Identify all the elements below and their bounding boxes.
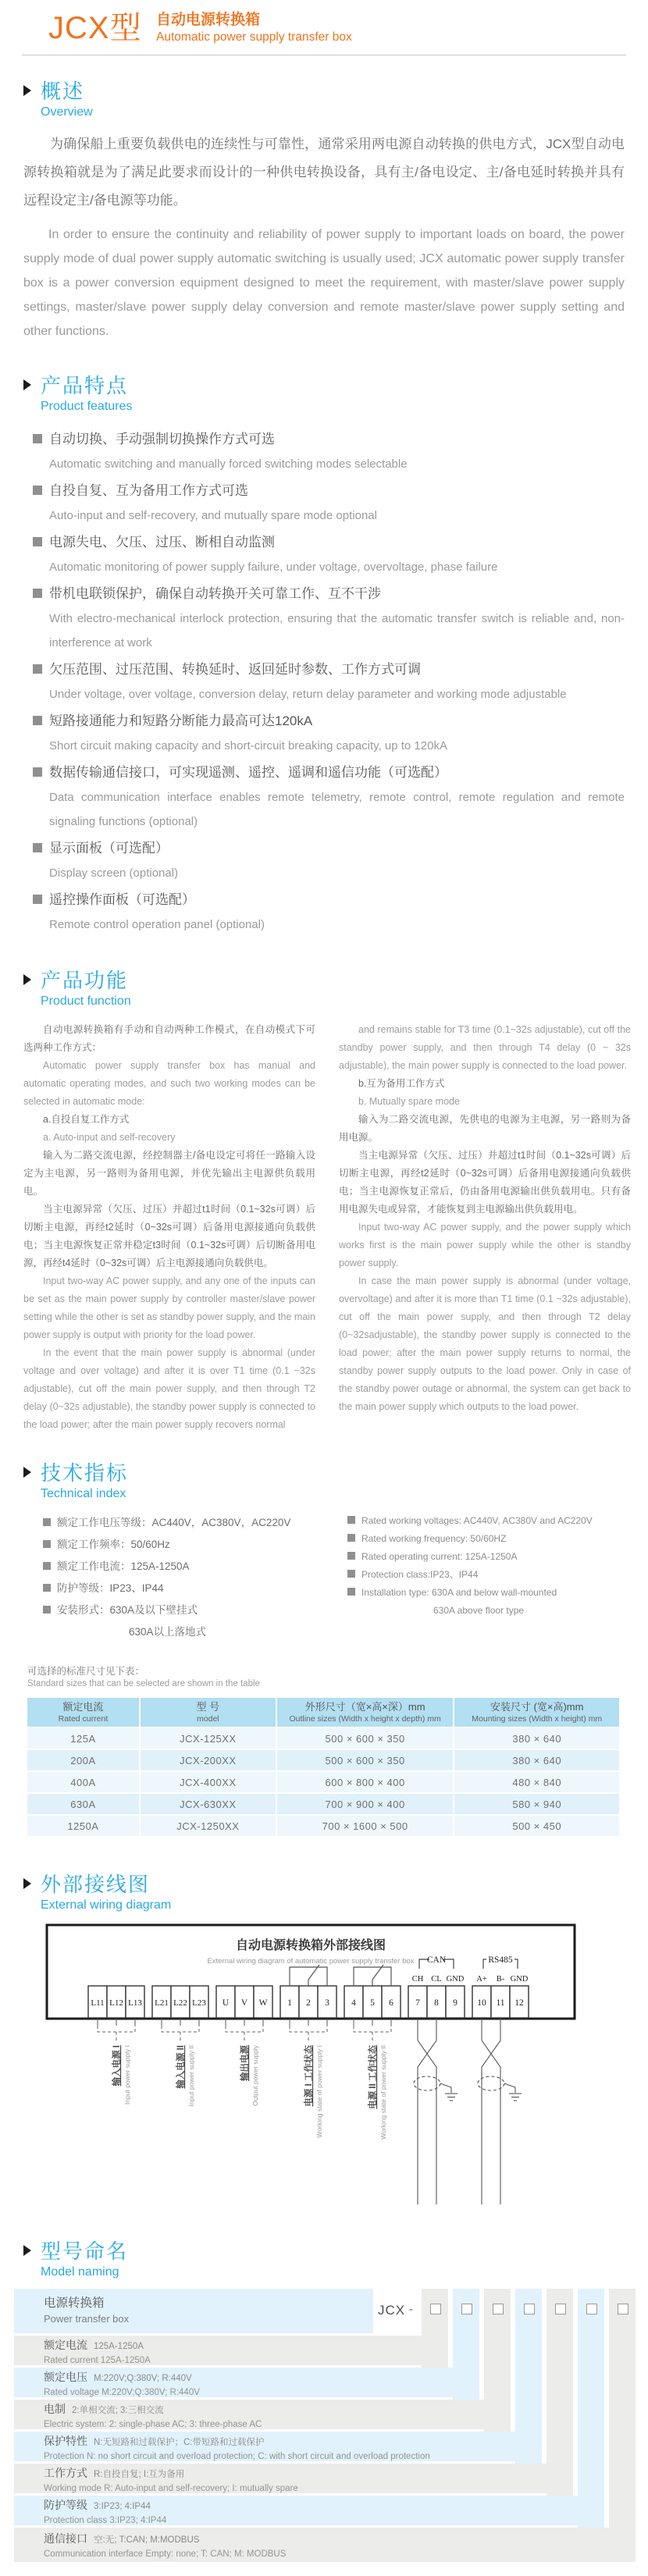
cell-model: JCX-200XX <box>141 1750 276 1770</box>
feature-en: Automatic switching and manually forced switching modes selectable <box>49 457 408 471</box>
feature-en: With electro-mechanical interlock protection, ensuring that the automatic transfer switch is reliable and, non-interference at work <box>49 612 625 649</box>
rs485-twisted-pair <box>478 2019 522 2204</box>
naming-row <box>44 2369 200 2400</box>
cell-outline-size: 500 × 600 × 350 <box>277 1728 454 1749</box>
terminal-label: 10 <box>477 1998 486 2008</box>
bullet-square-icon <box>43 1584 51 1592</box>
group-label-cn: 输入电源 I <box>112 2045 122 2087</box>
cell-rated-current: 200A <box>27 1750 139 1770</box>
bullet-square-icon <box>33 434 42 443</box>
feature-item <box>33 835 625 885</box>
group-label-cn: 电源 I 工作状态 <box>304 2045 314 2107</box>
bullet-square-icon <box>33 486 42 495</box>
code-box <box>586 2304 597 2314</box>
naming-en: Rated voltage M:220V;Q:380V; R:440V <box>44 2388 200 2397</box>
pin-label: A+ <box>476 1975 487 1984</box>
table-row <box>27 1816 619 1836</box>
function-paragraph: 自动电源转换箱有手动和自动两种工作模式，在自动模式下可选两种工作方式： <box>23 1024 315 1053</box>
naming-row <box>44 2531 286 2561</box>
naming-cn-label: 通信接口 <box>44 2532 87 2545</box>
col-header-en: model <box>197 1714 219 1724</box>
feature-item <box>33 887 625 937</box>
naming-en: Rated current 125A-1250A <box>44 2356 151 2365</box>
section-arrow-icon <box>23 1467 31 1478</box>
tech-item: 防护等级：IP23、IP44 <box>57 1582 164 1594</box>
feature-cn: 自动切换、手动强制切换操作方式可选 <box>49 432 275 447</box>
group-label-cn: 输入电源 II <box>176 2045 186 2089</box>
cell-rated-current: 125A <box>27 1728 139 1749</box>
page-header <box>0 0 648 45</box>
tech-item: Installation type: 630A and below wall-mounted <box>361 1587 557 1598</box>
table-row <box>27 1794 619 1814</box>
overview-paragraph-cn: 为确保船上重要负载供电的连续性与可靠性，通常采用两电源自动转换的供电方式，JCX型自动电源转换箱就是为了满足此要求而设计的一种供电转换设备，具有主/备电设定、主/备电延时转换并具有远程设定主/备电源等功能。 <box>23 137 625 208</box>
function-left-column <box>23 1021 315 1434</box>
function-right-column <box>339 1021 631 1434</box>
section-title-en: Product features <box>41 400 133 413</box>
tech-item: 额定工作电压等级：AC440V，AC380V，AC220V <box>57 1517 291 1528</box>
bullet-square-icon <box>347 1588 355 1596</box>
bullet-square-icon <box>347 1516 355 1524</box>
col-header-cn: 型 号 <box>196 1701 220 1713</box>
feature-cn: 带机电联锁保护，确保自动转换开关可靠工作、互不干涉 <box>49 586 381 601</box>
feature-en: Under voltage, over voltage, conversion delay, return delay parameter and working mode adjustable <box>49 688 567 701</box>
cell-mounting-size: 380 × 640 <box>454 1728 619 1749</box>
cell-model: JCX-400XX <box>141 1772 276 1792</box>
function-paragraph: 输入为二路交流电源，经控制器主/备电设定可将任一路输入设定为主电源，另一路则为备用电源，并优先输出主电源供负载用电。 <box>23 1150 315 1197</box>
terminal-label: L12 <box>109 1998 123 2008</box>
terminal-label: W <box>258 1998 268 2008</box>
naming-en: Communication interface Empty: none; T: CAN; M: MODBUS <box>44 2549 287 2559</box>
naming-cn-label: 保护特性 <box>44 2435 87 2447</box>
tech-item: Protection class:IP23、IP44 <box>361 1569 479 1580</box>
naming-cn-label: 额定电压 <box>44 2371 87 2383</box>
cell-mounting-size: 380 × 640 <box>454 1750 619 1770</box>
naming-en: Working mode R: Auto-input and self-recovery; I: mutually spare <box>44 2484 298 2493</box>
cell-model: JCX-125XX <box>141 1728 276 1749</box>
section-title-cn: 产品功能 <box>41 969 129 992</box>
function-paragraph: a.自投自复工作方式 <box>43 1114 130 1125</box>
group-label-en: Output power supply <box>251 2045 259 2106</box>
bullet-square-icon <box>43 1562 51 1570</box>
size-table-header-row <box>27 1698 619 1727</box>
overview-paragraph-en: In order to ensure the continuity and reliability of power supply to important loads on board, the power supply mode of dual power supply automatic switching is usually used; JCX automatic power supply transfer box is a power conversion equipment designed to meet the requirement, with master/slave power supply settings, master/slave power supply delay conversion and remote master/slave power supply setting and other functions. <box>23 228 625 338</box>
section-arrow-icon <box>23 85 31 96</box>
group-labels <box>111 2044 387 2140</box>
bullet-square-icon <box>33 767 42 777</box>
feature-en: Short circuit making capacity and short-circuit breaking capacity, up to 120kA <box>49 739 447 753</box>
cell-outline-size: 600 × 800 × 400 <box>277 1772 454 1792</box>
feature-item <box>33 529 625 579</box>
function-paragraph: Input two-way AC power supply, and the power supply which works first is the main power supply while the other is standby power supply. <box>339 1222 631 1268</box>
naming-cn-value: M:220V;Q:380V; R:440V <box>94 2374 192 2383</box>
terminal-label: 1 <box>287 1998 292 2008</box>
naming-strip <box>578 2289 604 2528</box>
tech-item: 额定工作频率：50/60Hz <box>57 1539 170 1550</box>
cell-mounting-size: 580 × 940 <box>454 1794 619 1814</box>
section-function <box>23 965 648 1009</box>
pin-label: CH <box>411 1975 424 1984</box>
feature-item <box>33 708 625 758</box>
product-title-cn: 自动电源转换箱 <box>156 12 261 28</box>
feature-cn: 遥控操作面板（可选配） <box>49 892 195 907</box>
bullet-square-icon <box>33 716 42 725</box>
code-box <box>493 2304 504 2314</box>
bullet-square-icon <box>33 537 42 546</box>
terminal-label: 8 <box>434 1998 439 2008</box>
cell-outline-size: 500 × 600 × 350 <box>277 1750 454 1770</box>
feature-en: Display screen (optional) <box>49 866 179 880</box>
pin-label: CL <box>431 1975 442 1984</box>
col-header-en: Mounting sizes (Width x height) mm <box>472 1714 603 1724</box>
terminal-label: 4 <box>351 1998 356 2008</box>
feature-item <box>33 656 625 706</box>
feature-item <box>33 426 625 476</box>
model-naming-diagram <box>14 2289 642 2562</box>
group-label-en: Input power supply II <box>187 2045 195 2107</box>
group-label-en: Input power supply I <box>123 2045 131 2105</box>
tech-item: Rated operating current: 125A-1250A <box>361 1551 518 1562</box>
section-title-cn: 技术指标 <box>41 1461 129 1485</box>
naming-row <box>44 2295 129 2325</box>
section-features <box>23 370 648 414</box>
col-header-cn: 外形尺寸（宽×高×深）mm <box>304 1701 425 1713</box>
naming-en: Protection class 3:IP23; 4:IP44 <box>44 2516 167 2525</box>
cell-mounting-size: 480 × 840 <box>454 1772 619 1792</box>
section-wiring <box>23 1869 648 1912</box>
group-label-cn: 输出电源 <box>240 2045 250 2081</box>
section-title-en: External wiring diagram <box>41 1898 172 1912</box>
code-box <box>461 2304 472 2314</box>
naming-cn-value: 空:无; T:CAN; M:MODBUS <box>94 2535 200 2545</box>
naming-cn-label: 防护等级 <box>44 2499 87 2511</box>
terminal-label: 5 <box>370 1998 375 2008</box>
section-title-cn: 产品特点 <box>41 374 129 397</box>
naming-en: Protection N: no short circuit and overload protection; C: with short circuit and overload protection <box>44 2452 430 2461</box>
section-overview <box>23 76 648 119</box>
cell-mounting-size: 500 × 450 <box>454 1816 619 1836</box>
section-arrow-icon <box>23 379 31 390</box>
feature-cn: 显示面板（可选配） <box>49 841 169 856</box>
feature-item <box>33 581 625 655</box>
rs485-bus-label: RS485 <box>488 1955 513 1965</box>
terminal-label: 6 <box>389 1998 393 2008</box>
naming-en: Power transfer box <box>44 2313 130 2325</box>
naming-row <box>44 2337 151 2368</box>
pin-label: B- <box>496 1975 505 1984</box>
diagram-title-en: External wiring diagram of automatic power supply transfer box <box>207 1957 415 1966</box>
feature-cn: 数据传输通信接口，可实现遥测、遥控、遥调和遥信功能（可选配） <box>49 765 447 780</box>
bullet-square-icon <box>33 589 42 598</box>
function-paragraph: b. Mutually spare mode <box>358 1096 460 1107</box>
feature-cn: 短路接通能力和短路分断能力最高可达120kA <box>49 713 313 728</box>
naming-row <box>44 2465 298 2496</box>
feature-list <box>33 426 625 937</box>
pin-label: GND <box>446 1975 465 1984</box>
function-paragraph: a. Auto-input and self-recovery <box>43 1132 176 1143</box>
section-title-cn: 型号命名 <box>41 2240 129 2263</box>
terminal-label: 3 <box>325 1998 329 2008</box>
feature-en: Automatic monitoring of power supply failure, under voltage, overvoltage, phase failure <box>49 560 498 574</box>
pin-label: GND <box>510 1975 529 1984</box>
size-note-en: Standard sizes that can be selected are shown in the table <box>27 1679 260 1688</box>
section-title-cn: 外部接线图 <box>41 1873 151 1896</box>
size-table <box>26 1696 621 1838</box>
terminal-label: 12 <box>514 1998 524 2008</box>
terminal-label: 2 <box>306 1998 311 2008</box>
bullet-square-icon <box>347 1552 355 1560</box>
function-paragraph: and remains stable for T3 time (0.1~32s adjustable), cut off the standby power supply, and then through T4 delay (0 ~ 32s adjustable), the main power supply is connected to the load power. <box>339 1024 631 1071</box>
tech-item-cont: 630A above floor type <box>433 1605 525 1616</box>
naming-cn-value: 2:单相交流; 3:三相交流 <box>72 2406 164 2415</box>
section-title-cn: 概述 <box>41 80 85 103</box>
wiring-diagram <box>45 1923 576 2229</box>
feature-en: Data communication interface enables remote telemetry, remote control, remote regulation and remote signaling functions (optional) <box>49 791 625 828</box>
product-title-en: Automatic power supply transfer box <box>156 30 352 44</box>
can-bus-label: CAN <box>426 1955 447 1965</box>
code-box <box>524 2304 535 2314</box>
section-tech <box>23 1457 648 1501</box>
size-note-cn: 可选择的标准尺寸见下表： <box>27 1666 145 1677</box>
naming-cn-value: N:无短路和过载保护；C:带短路和过载保护 <box>94 2438 265 2447</box>
bullet-square-icon <box>43 1606 51 1614</box>
function-paragraph: In the event that the main power supply is abnormal (under voltage and over voltage) and after it is over T1 time (0.1 ~32s adjustable), cut off the main power supply, and then through T2 delay (0~32s adjustable), the standby power supply is connected to the load power; after the main power supply recovers normal <box>23 1347 315 1430</box>
tech-item: Rated working voltages: AC440V, AC380V and AC220V <box>361 1515 593 1526</box>
tech-item: Rated working frequency: 50/60HZ <box>361 1533 507 1544</box>
section-arrow-icon <box>23 2245 31 2256</box>
feature-item <box>33 760 625 834</box>
function-paragraph: b.互为备用工作方式 <box>358 1078 445 1089</box>
terminal-label: L22 <box>173 1998 187 2008</box>
col-header-en: Outline sizes (Width x height x depth) mm <box>289 1714 441 1724</box>
code-box <box>618 2304 628 2314</box>
section-arrow-icon <box>23 1878 31 1889</box>
naming-en: Electric system: 2: single-phase AC; 3: three-phase AC <box>44 2420 262 2429</box>
diagram-title-cn: 自动电源转换箱外部接线图 <box>235 1939 386 1952</box>
terminal-label: L23 <box>192 1998 206 2008</box>
cell-outline-size: 700 × 1600 × 500 <box>277 1816 454 1836</box>
terminal-label: L13 <box>128 1998 142 2008</box>
terminal-label: 7 <box>415 1998 420 2008</box>
function-columns <box>23 1021 631 1434</box>
terminal-label: U <box>222 1998 230 2008</box>
tech-item: 安装形式：630A及以下壁挂式 <box>57 1604 198 1616</box>
function-paragraph: 输入为二路交流电源，先供电的电源为主电源，另一路则为备用电源。 <box>339 1114 631 1143</box>
bullet-square-icon <box>33 664 42 674</box>
cell-model: JCX-630XX <box>141 1794 276 1814</box>
naming-row <box>44 2433 430 2464</box>
tech-left <box>43 1512 347 1643</box>
cell-model: JCX-1250XX <box>141 1816 276 1836</box>
bullet-square-icon <box>33 843 42 852</box>
naming-cn-value: R:自投自复; I:互为备用 <box>94 2470 185 2479</box>
naming-cn-value: 3:IP23; 4:IP44 <box>94 2502 151 2511</box>
tech-item-cont: 630A以上落地式 <box>129 1626 207 1638</box>
model-dash: - <box>409 2303 413 2316</box>
terminal-label: 9 <box>453 1998 458 2008</box>
bullet-square-icon <box>347 1570 355 1578</box>
terminal-label: L21 <box>155 1998 169 2008</box>
naming-cn-value: 125A-1250A <box>94 2342 144 2351</box>
table-row <box>27 1750 619 1770</box>
feature-cn: 欠压范围、过压范围、转换延时、返回延时参数、工作方式可调 <box>49 662 421 677</box>
section-title-en: Technical index <box>41 1487 126 1500</box>
naming-cn-label: 工作方式 <box>44 2467 87 2479</box>
col-header-cn: 安装尺寸 (宽×高)mm <box>490 1701 584 1713</box>
tech-index-columns <box>43 1512 632 1643</box>
terminal-label: V <box>240 1998 248 2008</box>
group-label-cn: 电源 II 工作状态 <box>369 2045 378 2109</box>
product-title-block <box>156 11 352 45</box>
naming-cn-label: 额定电流 <box>44 2339 87 2351</box>
terminal-label: L11 <box>91 1998 105 2008</box>
feature-en: Remote control operation panel (optional) <box>49 918 265 931</box>
group-label-en: Working state of power supply I <box>315 2045 323 2138</box>
cell-rated-current: 630A <box>27 1794 139 1814</box>
tech-item: 额定工作电流：125A-1250A <box>57 1560 190 1572</box>
cell-rated-current: 1250A <box>27 1816 139 1836</box>
bullet-square-icon <box>43 1518 51 1526</box>
function-paragraph: In case the main power supply is abnormal (under voltage, overvoltage) and after it is more than T1 time (0.1 ~32s adjustable), cut off the main power supply, and then through T2 delay (0~32sadjustable), the standby power supply is connected to the load power; after the main power supply returns to normal, the standby power supply outputs to the load power. Only in case of the standby power outage or abnormal, the system can get back to the main power supply which outputs to the load power. <box>339 1276 631 1412</box>
feature-cn: 电源失电、欠压、过压、断相自动监测 <box>49 535 275 550</box>
cell-outline-size: 700 × 900 × 400 <box>277 1794 454 1814</box>
can-twisted-pair <box>414 2019 458 2204</box>
col-header-cn: 额定电流 <box>62 1701 104 1713</box>
section-title-en: Product function <box>41 994 131 1008</box>
group-brackets <box>98 2026 391 2041</box>
function-paragraph: Input two-way AC power supply, and any one of the inputs can be set as the main power supply by controller master/slave power setting while the other is set as standby power supply, and the main power supply is output with priority for the load power. <box>23 1276 315 1340</box>
section-naming <box>23 2236 648 2279</box>
function-paragraph: Automatic power supply transfer box has manual and automatic operating modes, and such two working modes can be selected in automatic mode: <box>23 1060 315 1107</box>
group-label-en: Working state of power supply II <box>379 2045 387 2140</box>
section-title-en: Overview <box>41 105 93 119</box>
bullet-square-icon <box>43 1540 51 1548</box>
function-paragraph: 当主电源异常（欠压、过压）并超过t1时间（0.1~32s可调）后切断主电源，再经t2延时（0~32s可调）后备用电源接通向负载供电；当主电源恢复正常并稳定t3时间（0.1~32s可调）后切断备用电源，再经t4延时（0~32s可调）后主电源接通向负载供电。 <box>23 1204 315 1268</box>
section-title-en: Model naming <box>41 2265 119 2279</box>
table-row <box>27 1728 619 1749</box>
tech-right <box>347 1512 632 1643</box>
cell-rated-current: 400A <box>27 1772 139 1792</box>
feature-cn: 自投自复、互为备用工作方式可选 <box>49 483 248 498</box>
naming-row <box>44 2497 166 2528</box>
table-row <box>27 1772 619 1792</box>
code-box <box>555 2304 566 2314</box>
naming-row <box>44 2401 262 2432</box>
bullet-square-icon <box>347 1534 355 1542</box>
naming-cn-label: 电源转换箱 <box>44 2297 105 2310</box>
bullet-square-icon <box>33 895 42 904</box>
naming-cn-label: 电制 <box>44 2403 66 2415</box>
naming-strip <box>609 2289 636 2560</box>
terminal-label: 11 <box>496 1998 505 2008</box>
section-arrow-icon <box>23 974 31 985</box>
model-prefix: JCX <box>378 2303 406 2318</box>
product-model-title: JCX型 <box>48 11 142 45</box>
feature-item <box>33 478 625 528</box>
col-header-en: Rated current <box>58 1714 109 1724</box>
function-paragraph: 当主电源异常（欠压、过压）并超过t1时间（0.1~32s可调）后切断主电源，再经t2延时（0~32s可调）后备用电源接通向负载供电；当主电源恢复正常后，仍由备用电源输出供负载用电。只有备用电源失电或异常，才能恢复到主电源输出供负载用电。 <box>339 1150 631 1215</box>
feature-en: Auto-input and self-recovery, and mutually spare mode optional <box>49 509 377 522</box>
code-box <box>430 2304 441 2314</box>
